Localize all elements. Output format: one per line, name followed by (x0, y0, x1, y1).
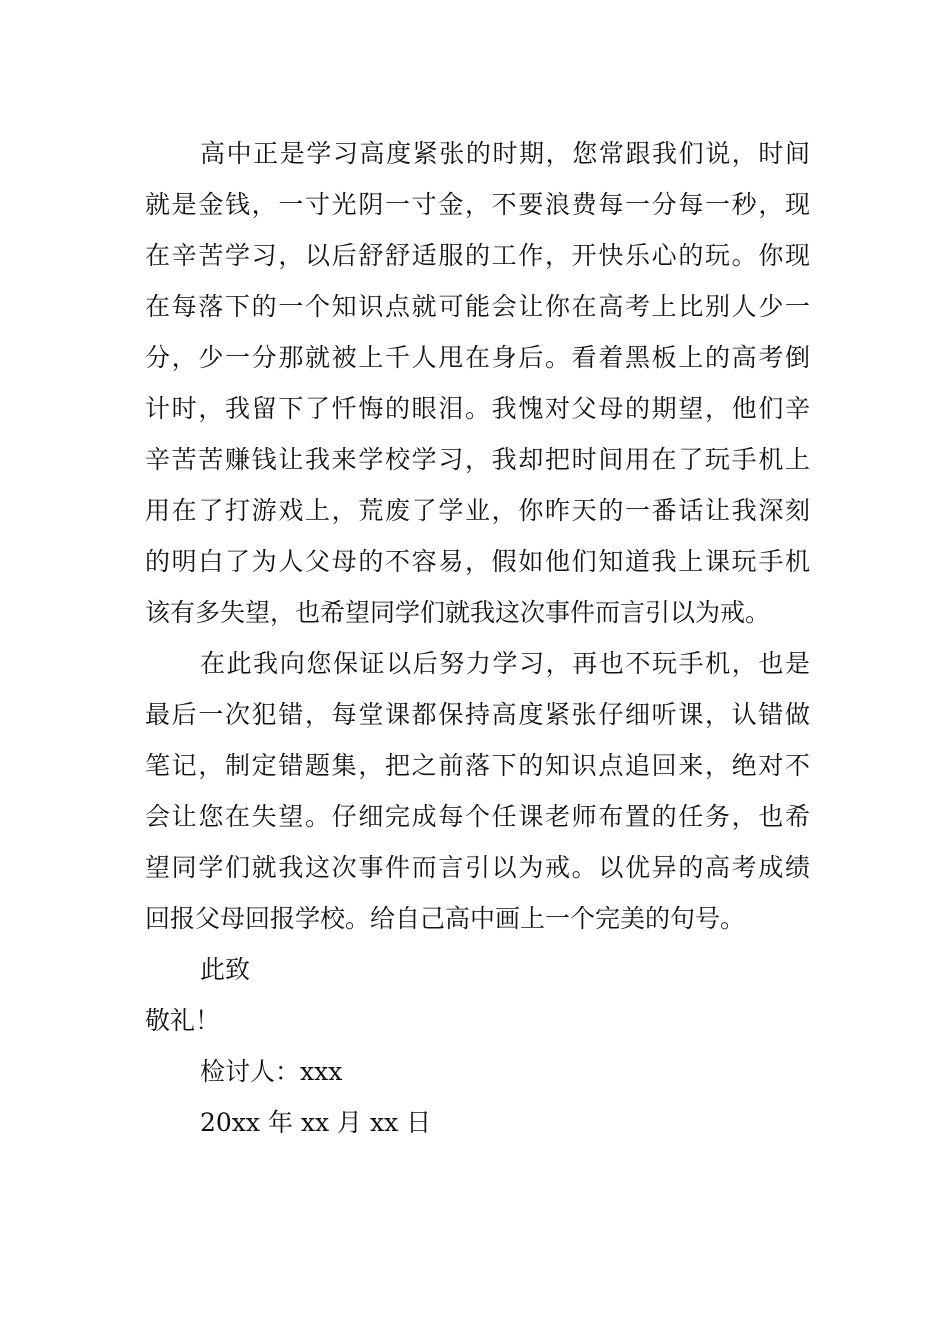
paragraph-line: 用在了打游戏上，荒废了学业，你昨天的一番话让我深刻 (145, 496, 810, 525)
paragraph-line: 辛苦苦赚钱让我来学校学习，我却把时间用在了玩手机上 (145, 445, 810, 474)
paragraph-line: 该有多失望，也希望同学们就我这次事件而言引以为戒。 (145, 598, 771, 627)
paragraph-line: 会让您在失望。仔细完成每个任课老师布置的任务，也希 (145, 802, 810, 831)
salutation: 敬礼！ (145, 1006, 221, 1035)
paragraph-line: 的明白了为人父母的不容易，假如他们知道我上课玩手机 (145, 547, 810, 576)
paragraph-line: 望同学们就我这次事件而言引以为戒。以优异的高考成绩 (145, 853, 810, 882)
date-line: 20xx 年 xx 月 xx 日 (200, 1108, 432, 1137)
paragraph-line: 回报父母回报学校。给自己高中画上一个完美的句号。 (145, 904, 746, 933)
paragraph-line: 高中正是学习高度紧张的时期，您常跟我们说，时间 (200, 139, 810, 168)
paragraph-1 (145, 128, 810, 1148)
paragraph-line: 在辛苦学习，以后舒舒适服的工作，开快乐心的玩。你现 (145, 241, 810, 270)
paragraph-line: 在此我向您保证以后努力学习，再也不玩手机，也是 (200, 649, 810, 678)
paragraph-line: 分，少一分那就被上千人甩在身后。看着黑板上的高考倒 (145, 343, 810, 372)
paragraph-line: 计时，我留下了忏悔的眼泪。我愧对父母的期望，他们辛 (145, 394, 810, 423)
paragraph-line: 笔记，制定错题集，把之前落下的知识点追回来，绝对不 (145, 751, 810, 780)
paragraph-line: 在每落下的一个知识点就可能会让你在高考上比别人少一 (145, 292, 810, 321)
paragraph-line: 就是金钱，一寸光阴一寸金，不要浪费每一分每一秒，现 (145, 190, 810, 219)
paragraph-line: 最后一次犯错，每堂课都保持高度紧张仔细听课，认错做 (145, 700, 810, 729)
author-signature: 检讨人：xxx (200, 1057, 343, 1086)
closing-greeting: 此致 (200, 955, 251, 984)
